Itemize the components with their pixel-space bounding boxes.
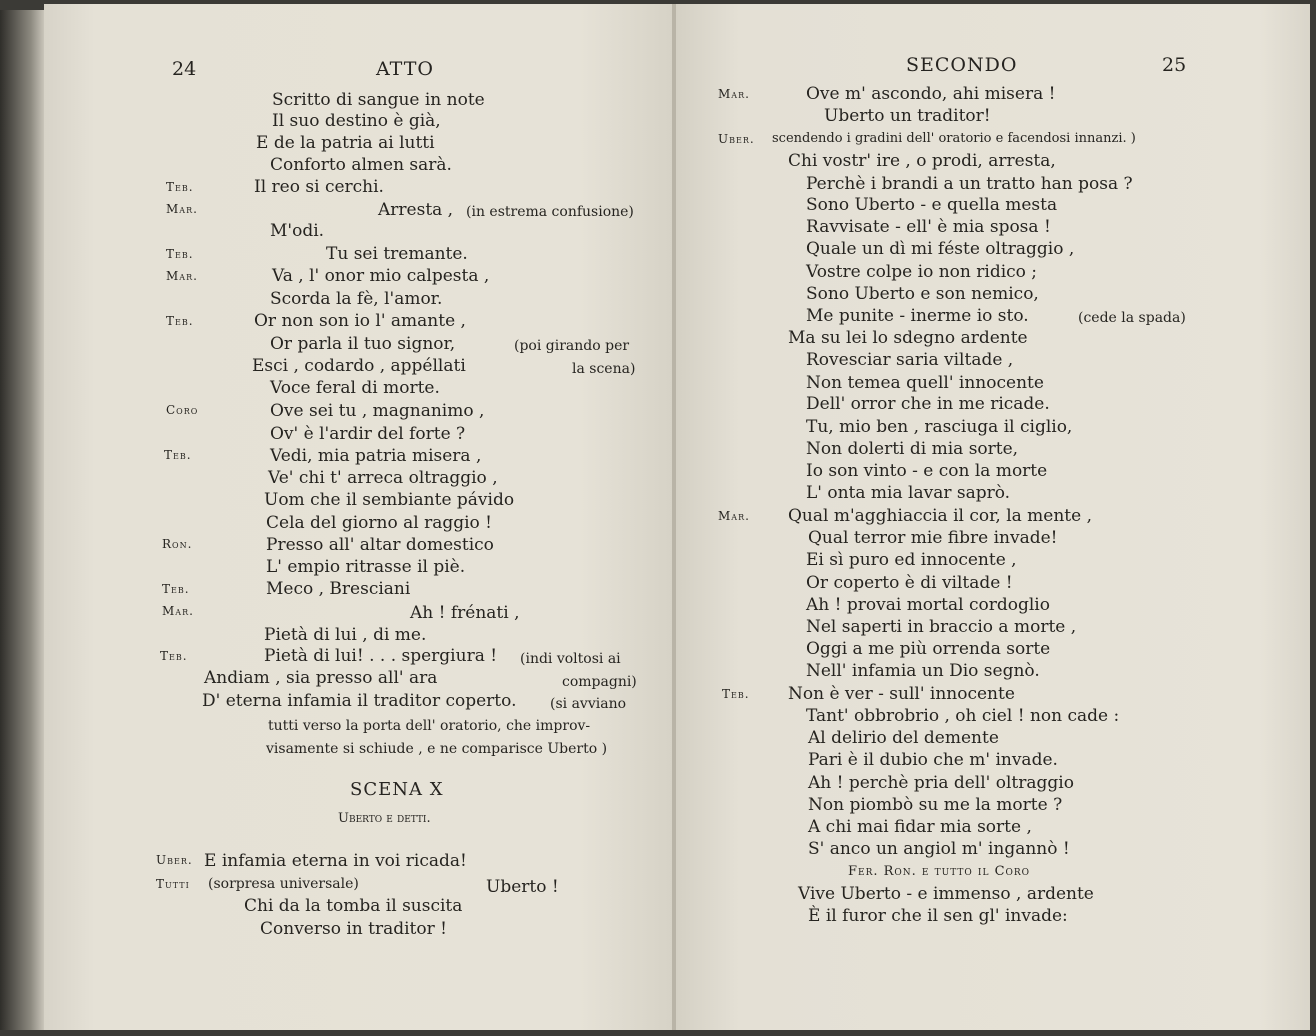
verse-line: Vedi, mia patria misera , xyxy=(270,446,482,466)
verse-line: Nell' infamia un Dio segnò. xyxy=(806,661,1040,681)
verse-line: S' anco un angiol m' ingannò ! xyxy=(808,839,1070,859)
verse-line: Non è ver - sull' innocente xyxy=(788,684,1015,704)
verse-line: Arresta , xyxy=(378,200,454,220)
verse-line: Conforto almen sarà. xyxy=(270,155,452,175)
verse-line: Or parla il tuo signor, xyxy=(270,334,456,354)
verse-line: Me punite - inerme io sto. xyxy=(806,306,1029,326)
speaker-label: Teb. xyxy=(162,582,190,596)
verse-line: Scorda la fè, l'amor. xyxy=(270,289,443,309)
scene-subtitle: Uberto e detti. xyxy=(338,811,431,826)
verse-line: Chi da la tomba il suscita xyxy=(244,896,463,916)
verse-line: Converso in traditor ! xyxy=(260,919,447,939)
speaker-label: Teb. xyxy=(166,180,194,194)
verse-line: Sono Uberto - e quella mesta xyxy=(806,195,1058,215)
verse-line: D' eterna infamia il traditor coperto. xyxy=(202,691,517,711)
verse-line: È il furor che il sen gl' invade: xyxy=(808,906,1068,926)
verse-line: Ov' è l'ardir del forte ? xyxy=(270,424,466,444)
verse-line: L' empio ritrasse il piè. xyxy=(266,557,466,577)
speaker-label: Tutti xyxy=(156,877,190,891)
page-number: 24 xyxy=(172,58,197,80)
verse-line: E infamia eterna in voi ricada! xyxy=(204,851,467,871)
speaker-label: Mar. xyxy=(166,202,198,216)
verse-line: Io son vinto - e con la morte xyxy=(806,461,1048,481)
speaker-label: Uber. xyxy=(156,853,193,867)
verse-line: Qual terror mie fibre invade! xyxy=(808,528,1058,548)
verse-line: E de la patria ai lutti xyxy=(256,133,435,153)
verse-line: Quale un dì mi féste oltraggio , xyxy=(806,239,1075,259)
verse-line: Uberto ! xyxy=(486,877,559,897)
book-edge xyxy=(0,10,44,1030)
verse-line: Ravvisate - ell' è mia sposa ! xyxy=(806,217,1051,237)
stage-direction: (poi girando per xyxy=(514,338,630,354)
running-head: ATTO xyxy=(376,58,434,80)
verse-line: Vive Uberto - e immenso , ardente xyxy=(798,884,1094,904)
stage-direction: (in estrema confusione) xyxy=(466,204,634,220)
verse-line: M'odi. xyxy=(270,221,325,241)
verse-line: Pietà di lui , di me. xyxy=(264,625,427,645)
stage-direction: visamente si schiude , e ne comparisce Uberto ) xyxy=(266,741,608,757)
stage-direction: scendendo i gradini dell' oratorio e facendosi innanzi. ) xyxy=(772,131,1136,146)
verse-line: Vostre colpe io non ridico ; xyxy=(806,262,1038,282)
verse-line: Or coperto è di viltade ! xyxy=(806,573,1013,593)
speaker-label: Teb. xyxy=(722,687,750,701)
verse-line: L' onta mia lavar saprò. xyxy=(806,483,1011,503)
verse-line: Nel saperti in braccio a morte , xyxy=(806,617,1077,637)
verse-line: Va , l' onor mio calpesta , xyxy=(272,266,490,286)
stage-direction: tutti verso la porta dell' oratorio, che improv- xyxy=(268,718,591,734)
speaker-label: Mar. xyxy=(718,509,750,523)
verse-line: Or non son io l' amante , xyxy=(254,311,466,331)
verse-line: Cela del giorno al raggio ! xyxy=(266,513,493,533)
verse-line: Il reo si cerchi. xyxy=(254,177,384,197)
verse-line: Perchè i brandi a un tratto han posa ? xyxy=(806,174,1133,194)
verse-line: Ve' chi t' arreca oltraggio , xyxy=(268,468,498,488)
verse-line: Ei sì puro ed innocente , xyxy=(806,550,1017,570)
verse-line: Ah ! perchè pria dell' oltraggio xyxy=(808,773,1074,793)
verse-line: Scritto di sangue in note xyxy=(272,90,485,110)
speaker-label: Mar. xyxy=(166,269,198,283)
left-page xyxy=(44,4,674,1030)
stage-direction: (cede la spada) xyxy=(1078,310,1186,326)
verse-line: Dell' orror che in me ricade. xyxy=(806,394,1050,414)
stage-direction: (sorpresa universale) xyxy=(208,876,359,892)
speaker-label: Coro xyxy=(166,403,199,417)
verse-line: Chi vostr' ire , o prodi, arresta, xyxy=(788,151,1056,171)
verse-line: Presso all' altar domestico xyxy=(266,535,494,555)
running-head: SECONDO xyxy=(906,54,1018,76)
verse-line: Qual m'agghiaccia il cor, la mente , xyxy=(788,506,1092,526)
speaker-label: Teb. xyxy=(166,314,194,328)
right-page xyxy=(676,4,1310,1030)
verse-line: Ove m' ascondo, ahi misera ! xyxy=(806,84,1056,104)
verse-line: Uom che il sembiante pávido xyxy=(264,490,515,510)
page-number: 25 xyxy=(1162,54,1187,76)
verse-line: Tant' obbrobrio , oh ciel ! non cade : xyxy=(806,706,1120,726)
speaker-label: Teb. xyxy=(160,649,188,663)
verse-line: Esci , codardo , appéllati xyxy=(252,356,466,376)
speaker-label: Mar. xyxy=(162,604,194,618)
stage-direction: (si avviano xyxy=(550,696,627,712)
stage-direction: la scena) xyxy=(572,361,636,377)
chorus-heading: Fer. Ron. e tutto il Coro xyxy=(848,864,1031,879)
verse-line: Ah ! provai mortal cordoglio xyxy=(806,595,1050,615)
speaker-label: Teb. xyxy=(166,247,194,261)
verse-line: Pietà di lui! . . . spergiura ! xyxy=(264,646,498,666)
verse-line: Non piombò su me la morte ? xyxy=(808,795,1063,815)
speaker-label: Uber. xyxy=(718,132,755,146)
verse-line: Rovesciar saria viltade , xyxy=(806,350,1014,370)
verse-line: Ah ! frénati , xyxy=(410,603,520,623)
verse-line: Sono Uberto e son nemico, xyxy=(806,284,1039,304)
speaker-label: Teb. xyxy=(164,448,192,462)
verse-line: Non temea quell' innocente xyxy=(806,373,1044,393)
verse-line: Voce feral di morte. xyxy=(270,378,440,398)
verse-line: Il suo destino è già, xyxy=(272,111,441,131)
verse-line: Pari è il dubio che m' invade. xyxy=(808,750,1058,770)
verse-line: Ove sei tu , magnanimo , xyxy=(270,401,485,421)
verse-line: Oggi a me più orrenda sorte xyxy=(806,639,1051,659)
verse-line: Al delirio del demente xyxy=(808,728,999,748)
stage-direction: compagni) xyxy=(562,674,637,690)
verse-line: Ma su lei lo sdegno ardente xyxy=(788,328,1028,348)
verse-line: Andiam , sia presso all' ara xyxy=(204,668,438,688)
stage-direction: (indi voltosi ai xyxy=(520,651,621,667)
speaker-label: Ron. xyxy=(162,537,193,551)
verse-line: Tu sei tremante. xyxy=(326,244,468,264)
verse-line: Meco , Bresciani xyxy=(266,579,411,599)
verse-line: Uberto un traditor! xyxy=(824,106,991,126)
scene-title: SCENA X xyxy=(350,779,444,800)
verse-line: Tu, mio ben , rasciuga il ciglio, xyxy=(806,417,1073,437)
speaker-label: Mar. xyxy=(718,87,750,101)
verse-line: Non dolerti di mia sorte, xyxy=(806,439,1019,459)
verse-line: A chi mai fidar mia sorte , xyxy=(808,817,1032,837)
